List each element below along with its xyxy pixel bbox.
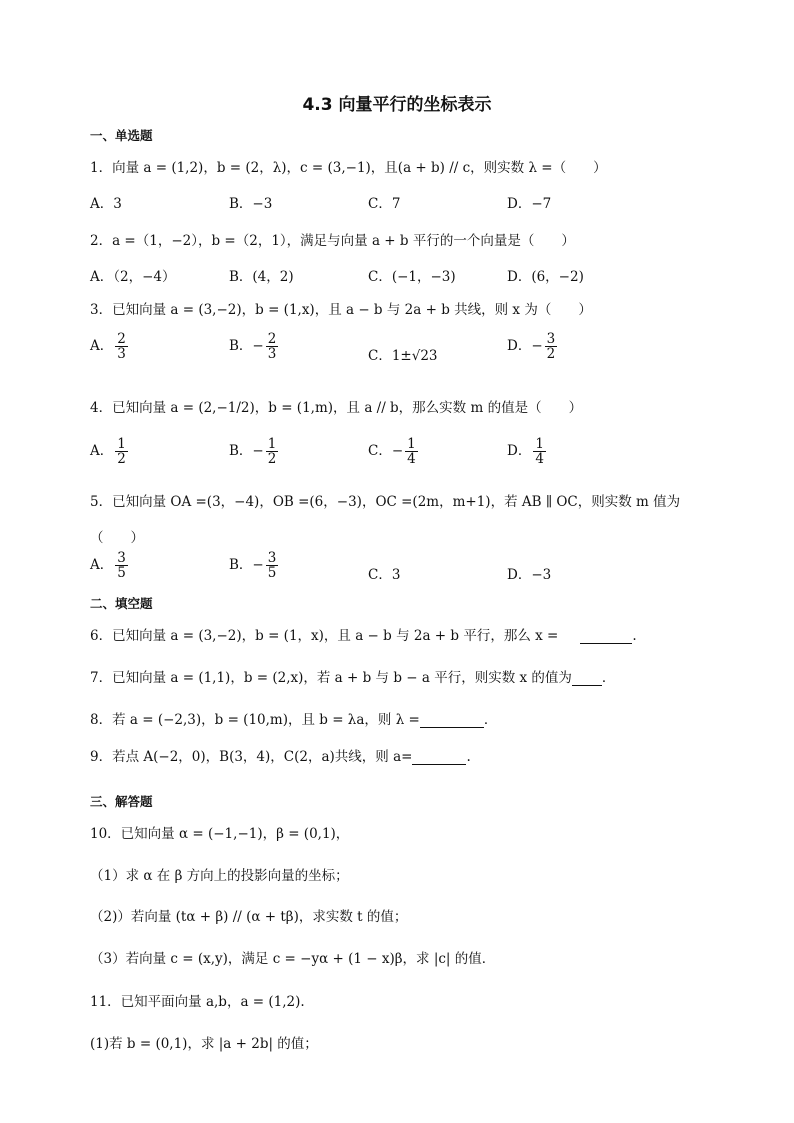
numerator: 2 (117, 331, 126, 347)
numerator: 1 (267, 436, 277, 452)
question-4-option-c (368, 437, 420, 466)
section-heading-answer: 三、解答题 (90, 794, 153, 809)
question-5-option-b (229, 551, 280, 580)
denominator: 4 (535, 451, 544, 468)
option-label: A． (90, 557, 114, 574)
question-2-stem: 2．a =（1，−2），b =（2，1），满足与向量 a + b 平行的一个向量是（ ） (90, 233, 575, 249)
question-2-option-a: A．（2，−4） (90, 269, 176, 285)
question-7: 7．已知向量 a = (1,1)，b = (2,x)，若 a + b 与 b − a 平行，则实数 x 的值为 ． (90, 670, 616, 686)
numerator: 3 (546, 331, 556, 347)
option-label: D．− (507, 338, 543, 355)
question-3-option-b (229, 332, 280, 361)
question-3-stem: 3．已知向量 a = (3,−2)，b = (1,x)，且 a − b 与 2a + b 共线，则 x 为（ ） (90, 302, 592, 318)
question-7-stem: 7．已知向量 a = (1,1)，b = (2,x)，若 a + b 与 b − a 平行，则实数 x 的值为 (90, 670, 572, 686)
question-11-part-1: (1)若 b = (0,1)，求 |a + 2b| 的值； (90, 1036, 318, 1052)
option-label: C．− (368, 443, 404, 460)
question-4-option-a (90, 437, 130, 466)
question-10-part-3: （3）若向量 c = (x,y)，满足 c = −yα + (1 − x)β，求 |c| 的值． (90, 951, 496, 967)
denominator: 3 (117, 346, 126, 363)
question-10-part-1: （1）求 α 在 β 方向上的投影向量的坐标； (90, 868, 349, 884)
section-heading-fill-blank: 二、填空题 (90, 596, 153, 611)
question-1-option-b: B．−3 (229, 196, 273, 212)
question-4-option-d (507, 437, 548, 466)
question-3-option-c: C．1±√23 (368, 348, 438, 364)
numerator: 1 (535, 436, 544, 452)
option-label: D． (507, 443, 532, 460)
question-4-option-b (229, 437, 280, 466)
question-1-stem: 1．向量 a = (1,2)，b = (2，λ)，c = (3,−1)，且(a + b) // c，则实数 λ =（ ） (90, 160, 607, 176)
question-9: 9．若点 A(−2，0)，B(3，4)，C(2，a)共线，则 a= . (90, 749, 471, 765)
question-5-option-c: C．3 (368, 567, 401, 583)
question-3-option-a (90, 332, 130, 361)
question-1-option-c: C．7 (368, 196, 401, 212)
option-label: B．− (229, 443, 264, 460)
question-4-stem: 4．已知向量 a = (2,−1/2)，b = (1,m)，且 a // b，那么实数 m 的值是（ ） (90, 400, 583, 416)
numerator: 3 (117, 550, 126, 566)
denominator: 4 (407, 451, 416, 468)
fraction (115, 551, 128, 580)
option-label: B．− (229, 557, 264, 574)
question-1-option-d: D．−7 (507, 196, 552, 212)
question-1-option-a: A．3 (90, 196, 122, 212)
question-5-option-d: D．−3 (507, 567, 552, 583)
denominator: 2 (546, 346, 556, 363)
answer-blank[interactable] (412, 750, 466, 765)
question-6: 6．已知向量 a = (3,−2)，b = (1，x)，且 a − b 与 2a + b 平行，那么 x = . (90, 628, 637, 644)
fraction (545, 332, 558, 361)
denominator: 5 (117, 565, 126, 582)
section-heading-single-choice: 一、单选题 (90, 128, 153, 143)
question-6-stem: 6．已知向量 a = (3,−2)，b = (1，x)，且 a − b 与 2a + b 平行，那么 x = (90, 628, 559, 644)
question-3-option-d (507, 332, 559, 361)
fraction (533, 437, 546, 466)
question-8-stem: 8．若 a = (−2,3)，b = (10,m)，且 b = λa，则 λ = (90, 712, 420, 728)
fraction (115, 437, 128, 466)
answer-blank[interactable] (420, 713, 484, 728)
question-9-stem: 9．若点 A(−2，0)，B(3，4)，C(2，a)共线，则 a= (90, 749, 413, 765)
denominator: 3 (267, 346, 277, 363)
fraction (266, 551, 279, 580)
question-8: 8．若 a = (−2,3)，b = (10,m)，且 b = λa，则 λ = ． (90, 712, 498, 728)
question-5-option-a (90, 551, 130, 580)
option-label: A． (90, 443, 114, 460)
numerator: 1 (117, 436, 126, 452)
question-11-stem: 11．已知平面向量 a,b，a = (1,2). (90, 994, 305, 1010)
question-10-part-2: （2)）若向量 (tα + β) // (α + tβ)，求实数 t 的值； (90, 909, 408, 925)
question-2-option-c: C．(−1，−3) (368, 269, 456, 285)
question-2-option-b: B．(4，2) (229, 269, 294, 285)
answer-blank[interactable] (580, 629, 632, 644)
numerator: 2 (267, 331, 277, 347)
denominator: 2 (267, 451, 277, 468)
page-title: 4.3 向量平行的坐标表示 (302, 95, 492, 115)
question-5-stem-continued: （ ） (90, 530, 144, 546)
fraction (405, 437, 418, 466)
numerator: 1 (407, 436, 416, 452)
fraction (115, 332, 128, 361)
numerator: 3 (267, 550, 277, 566)
question-2-option-d: D．(6，−2) (507, 269, 584, 285)
denominator: 5 (267, 565, 277, 582)
option-label: B．− (229, 338, 264, 355)
fraction (266, 332, 279, 361)
option-label: A． (90, 338, 114, 355)
question-10-stem: 10．已知向量 α = (−1,−1)，β = (0,1)， (90, 826, 350, 842)
denominator: 2 (117, 451, 126, 468)
fraction (266, 437, 279, 466)
answer-blank[interactable] (572, 671, 602, 686)
question-5-stem: 5．已知向量 OA =(3，−4)，OB =(6，−3)，OC =(2m，m+1)，若 AB ∥ OC，则实数 m 值为 (90, 494, 681, 510)
